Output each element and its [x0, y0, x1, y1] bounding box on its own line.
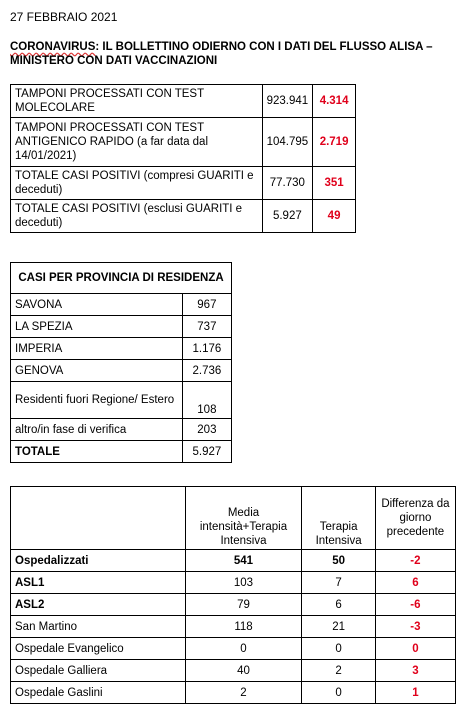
hospital-label: Ospedale Galliera	[11, 660, 186, 682]
province-total-label: TOTALE	[11, 441, 183, 463]
hospital-ti: 7	[302, 572, 375, 594]
row-delta: 49	[313, 200, 356, 233]
hospital-ti: 0	[302, 682, 375, 704]
hospital-media: 541	[185, 550, 302, 572]
row-total: 5.927	[262, 200, 313, 233]
hospital-label: Ospedalizzati	[11, 550, 186, 572]
province-header: CASI PER PROVINCIA DI RESIDENZA	[11, 263, 232, 294]
province-value: 737	[182, 316, 231, 338]
column-header: Terapia Intensiva	[302, 487, 375, 550]
province-label: Residenti fuori Regione/ Estero	[11, 382, 183, 419]
row-delta: 2.719	[313, 118, 356, 167]
province-label: SAVONA	[11, 294, 183, 316]
table-row	[11, 294, 232, 316]
province-total-value: 5.927	[182, 441, 231, 463]
hospital-media: 40	[185, 660, 302, 682]
hospital-media: 2	[185, 682, 302, 704]
hospital-ti: 2	[302, 660, 375, 682]
province-value: 967	[182, 294, 231, 316]
hospital-diff: 6	[375, 572, 455, 594]
province-table	[10, 262, 232, 463]
ospedali-table	[10, 486, 456, 704]
table-row	[11, 360, 232, 382]
row-total: 104.795	[262, 118, 313, 167]
hospital-ti: 21	[302, 616, 375, 638]
hospital-ti: 50	[302, 550, 375, 572]
tamponi-table	[10, 84, 356, 233]
hospital-label: Ospedale Evangelico	[11, 638, 186, 660]
hospital-label: ASL2	[11, 594, 186, 616]
column-header	[11, 487, 186, 550]
hospital-label: San Martino	[11, 616, 186, 638]
hospital-media: 0	[185, 638, 302, 660]
row-total: 923.941	[262, 85, 313, 118]
hospital-ti: 6	[302, 594, 375, 616]
headline-keyword: CORONAVIRUS	[10, 41, 96, 53]
hospital-media: 79	[185, 594, 302, 616]
row-label: TAMPONI PROCESSATI CON TEST ANTIGENICO RAPIDO (a far data dal 14/01/2021)	[11, 118, 263, 167]
bulletin-date: 27 FEBBRAIO 2021	[10, 10, 118, 24]
table-row	[11, 200, 356, 233]
province-value: 2.736	[182, 360, 231, 382]
table-row	[11, 594, 456, 616]
row-label: TOTALE CASI POSITIVI (esclusi GUARITI e deceduti)	[11, 200, 263, 233]
row-label: TAMPONI PROCESSATI CON TEST MOLECOLARE	[11, 85, 263, 118]
province-value: 108	[182, 382, 231, 419]
hospital-diff: -2	[375, 550, 455, 572]
hospital-diff: 0	[375, 638, 455, 660]
hospital-label: ASL1	[11, 572, 186, 594]
table-row	[11, 660, 456, 682]
province-value: 203	[182, 419, 231, 441]
hospital-diff: 1	[375, 682, 455, 704]
table-row	[11, 550, 456, 572]
hospital-diff: -6	[375, 594, 455, 616]
headline-rest: : IL BOLLETTINO ODIERNO CON I DATI DEL FLUSSO ALISA – MINISTERO CON DATI VACCINAZIONI	[10, 41, 433, 67]
hospital-ti: 0	[302, 638, 375, 660]
table-row	[11, 85, 356, 118]
hospital-label: Ospedale Gaslini	[11, 682, 186, 704]
hospital-diff: 3	[375, 660, 455, 682]
hospital-diff: -3	[375, 616, 455, 638]
column-header: Differenza da giorno precedente	[375, 487, 455, 550]
province-label: IMPERIA	[11, 338, 183, 360]
hospital-media: 118	[185, 616, 302, 638]
table-row	[11, 338, 232, 360]
table-row	[11, 572, 456, 594]
table-row	[11, 382, 232, 419]
table-row	[11, 118, 356, 167]
province-label: GENOVA	[11, 360, 183, 382]
table-row	[11, 638, 456, 660]
column-header: Media intensità+Terapia Intensiva	[185, 487, 302, 550]
hospital-media: 103	[185, 572, 302, 594]
row-total: 77.730	[262, 167, 313, 200]
province-label: LA SPEZIA	[11, 316, 183, 338]
table-row	[11, 419, 232, 441]
table-row	[11, 316, 232, 338]
row-delta: 351	[313, 167, 356, 200]
province-value: 1.176	[182, 338, 231, 360]
row-label: TOTALE CASI POSITIVI (compresi GUARITI e deceduti)	[11, 167, 263, 200]
province-label: altro/in fase di verifica	[11, 419, 183, 441]
table-row-total	[11, 441, 232, 463]
table-row	[11, 616, 456, 638]
table-header-row	[11, 263, 232, 294]
row-delta: 4.314	[313, 85, 356, 118]
headline	[10, 40, 455, 68]
table-header-row	[11, 487, 456, 550]
table-row	[11, 167, 356, 200]
table-row	[11, 682, 456, 704]
